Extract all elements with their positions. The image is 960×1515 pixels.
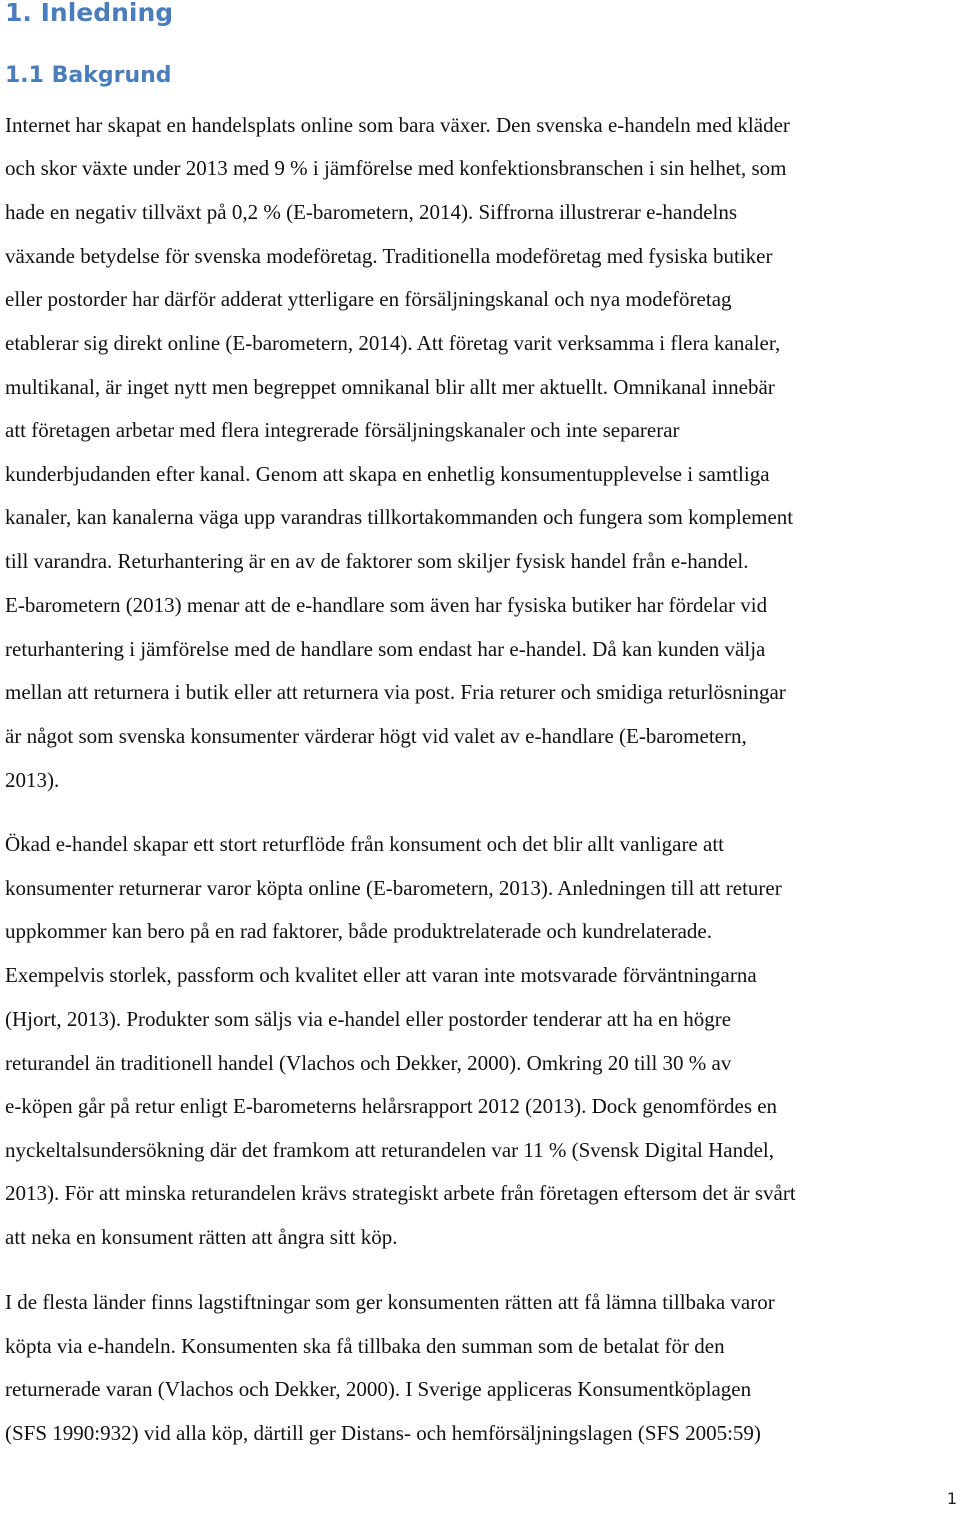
paragraph-line: Exempelvis storlek, passform och kvalitet eller att varan inte motsvarade förväntningarna (5, 963, 757, 987)
paragraph-line: och skor växte under 2013 med 9 % i jämförelse med konfektionsbranschen i sin helhet, som (5, 156, 787, 180)
paragraph-line: returhantering i jämförelse med de handlare som endast har e-handel. Då kan kunden välja (5, 637, 766, 661)
paragraph-line: I de flesta länder finns lagstiftningar som ger konsumenten rätten att få lämna tillbaka varor (5, 1290, 775, 1314)
paragraph-line: växande betydelse för svenska modeföretag. Traditionella modeföretag med fysiska butiker (5, 244, 773, 268)
paragraph-line: multikanal, är inget nytt men begreppet omnikanal blir allt mer aktuellt. Omnikanal innebär (5, 375, 775, 399)
paragraph-line: kanaler, kan kanalerna väga upp varandras tillkortakommanden och fungera som komplement (5, 505, 794, 529)
page-number: 1 (946, 1489, 957, 1508)
paragraph-line: (SFS 1990:932) vid alla köp, därtill ger Distans- och hemförsäljningslagen (SFS 2005:59) (5, 1421, 761, 1445)
paragraph-line: eller postorder har därför adderat ytterligare en försäljningskanal och nya modeföretag (5, 287, 732, 311)
heading-bakgrund: 1.1 Bakgrund (5, 63, 172, 88)
paragraph-line: returnerade varan (Vlachos och Dekker, 2000). I Sverige appliceras Konsumentköplagen (5, 1377, 752, 1401)
paragraph-line: nyckeltalsundersökning där det framkom att returandelen var 11 % (Svensk Digital Handel, (5, 1138, 774, 1162)
paragraph-line: 2013). För att minska returandelen krävs strategiskt arbete från företagen eftersom det är svårt (5, 1181, 796, 1205)
paragraph-line: E-barometern (2013) menar att de e-handlare som även har fysiska butiker har fördelar vid (5, 593, 768, 617)
paragraph-line: mellan att returnera i butik eller att returnera via post. Fria returer och smidiga returlösningar (5, 680, 786, 704)
paragraph-line: konsumenter returnerar varor köpta online (E-barometern, 2013). Anledningen till att returer (5, 876, 782, 900)
paragraph-line: Internet har skapat en handelsplats online som bara växer. Den svenska e-handeln med kläder (5, 113, 790, 137)
paragraph-line: är något som svenska konsumenter värderar högt vid valet av e-handlare (E-barometern, (5, 724, 747, 748)
paragraph-line: uppkommer kan bero på en rad faktorer, både produktrelaterade och kundrelaterade. (5, 919, 712, 943)
paragraph-line: kunderbjudanden efter kanal. Genom att skapa en enhetlig konsumentupplevelse i samtliga (5, 462, 770, 486)
paragraph-line: att företagen arbetar med flera integrerade försäljningskanaler och inte separerar (5, 418, 680, 442)
paragraph-line: (Hjort, 2013). Produkter som säljs via e-handel eller postorder tenderar att ha en högre (5, 1007, 732, 1031)
paragraph-line: returandel än traditionell handel (Vlachos och Dekker, 2000). Omkring 20 till 30 % av (5, 1051, 732, 1075)
paragraph-line: etablerar sig direkt online (E-barometern, 2014). Att företag varit verksamma i flera kanaler, (5, 331, 781, 355)
paragraph-line: 2013). (5, 768, 60, 792)
paragraph-line: köpta via e-handeln. Konsumenten ska få tillbaka den summan som de betalat för den (5, 1334, 725, 1358)
paragraph-line: Ökad e-handel skapar ett stort returflöde från konsument och det blir allt vanligare att (5, 832, 724, 856)
paragraph-line: e-köpen går på retur enligt E-barometerns helårsrapport 2012 (2013). Dock genomfördes en (5, 1094, 778, 1118)
paragraph-line: att neka en konsument rätten att ångra sitt köp. (5, 1225, 398, 1249)
paragraph-line: hade en negativ tillväxt på 0,2 % (E-barometern, 2014). Siffrorna illustrerar e-handelns (5, 200, 738, 224)
heading-inledning: 1. Inledning (5, 0, 174, 27)
paragraph-line: till varandra. Returhantering är en av de faktorer som skiljer fysisk handel från e-handel. (5, 549, 749, 573)
